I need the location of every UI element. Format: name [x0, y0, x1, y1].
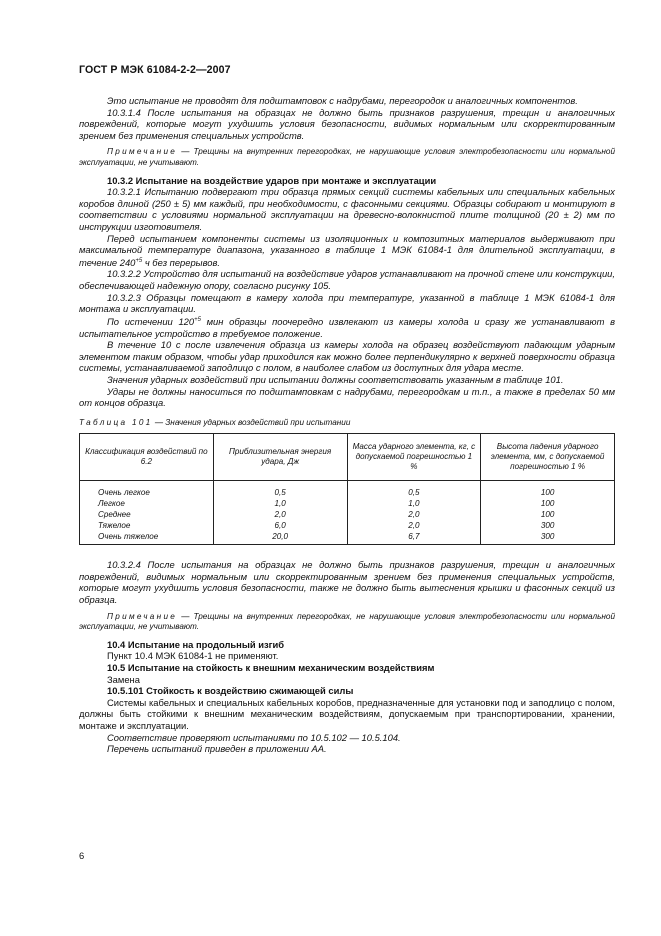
table-cell: 2,0 [347, 509, 481, 520]
table-cell: 0,5 [213, 481, 347, 499]
table-cell: 6,7 [347, 531, 481, 545]
section-heading-10-4: 10.4 Испытание на продольный изгиб [107, 638, 285, 650]
table-row [80, 520, 615, 531]
table-row [80, 481, 615, 499]
table-row [80, 509, 615, 520]
table-caption-label: Таблица 101 [79, 417, 153, 427]
note [79, 612, 615, 633]
table-cell: 2,0 [213, 509, 347, 520]
superscript: +5 [194, 316, 201, 323]
paragraph: Пункт 10.4 МЭК 61084-1 не применяют. [107, 650, 279, 662]
page-number: 6 [79, 850, 85, 861]
paragraph-10-3-2-4: 10.3.2.4 После испытания на образцах не должно быть признаков разрушения, трещин и аналогичных повреждений, видимых нормальным или скорректированным зрением без применения специальных устройств, которые могут ухудшить условия безопасности, также не должно быть вытеснения крышки и фасонных секций из образца. [79, 559, 615, 606]
table-cell: 300 [481, 520, 615, 531]
table-cell: 100 [481, 509, 615, 520]
paragraph [79, 233, 615, 269]
document-body [79, 95, 615, 755]
table-cell: Очень легкое [80, 481, 214, 499]
section-heading-10-3-2: 10.3.2 Испытание на воздействие ударов при монтаже и эксплуатации [107, 174, 437, 186]
paragraph: Замена [107, 673, 140, 685]
text: Перед испытанием компоненты системы из изоляционных и композитных материалов выдерживают при максимальной температуре диапазона, указанного в таблице 1 МЭК 61084-1 для длительной эксплуатации, в течение 240 [79, 232, 615, 268]
table-cell: Очень тяжелое [80, 531, 214, 545]
table-caption-text: — Значения ударных воздействий при испытании [152, 417, 351, 427]
text: По истечении 120 [107, 315, 195, 327]
note-label: Примечание [107, 611, 178, 621]
table-cell: 300 [481, 531, 615, 545]
table-cell: 20,0 [213, 531, 347, 545]
section-heading-10-5: 10.5 Испытание на стойкость к внешним механическим воздействиям [107, 662, 435, 674]
paragraph: Значения ударных воздействий при испытании должны соответствовать указанным в таблице 101. [107, 373, 564, 385]
table-caption [79, 417, 615, 429]
impact-values-table [79, 433, 615, 545]
section-heading-10-5-101: 10.5.101 Стойкость к воздействию сжимающей силы [107, 685, 354, 697]
superscript: +5 [135, 257, 143, 264]
paragraph: В течение 10 с после извлечения образца из камеры холода на образец воздействуют падающим ударным элементом таким образом, чтобы удар приходился как можно более перпендикулярно к верхней поверхности образца системы, устанавливаемой заподлицо с полом, в наиболее слабом из доступных для удара месте. [79, 339, 615, 374]
note-text: — Трещины на внутренних перегородках, не нарушающие условия электробезопасности или нормальной эксплуатации, не учитывают. [79, 147, 615, 167]
table-cell: Тяжелое [80, 520, 214, 531]
document-header: ГОСТ Р МЭК 61084-2-2—2007 [79, 64, 231, 76]
paragraph: Удары не должны наноситься по подштамповкам с надрубами, перегородкам и т.п., а также в пределах 50 мм от концов образца. [79, 385, 615, 409]
paragraph: Системы кабельных и специальных кабельных коробов, предназначенные для установки под и заподлицо с полом, должны быть стойкими к внешним механическим воздействиям, допускаемым при транспортировании, хранении, монтаже и эксплуатации. [79, 696, 615, 731]
paragraph: Перечень испытаний приведен в приложении АА. [107, 743, 327, 755]
table-header-cell: Приблизительная энергия удара, Дж [213, 434, 347, 481]
note-text: — Трещины на внутренних перегородках, не нарушающие условия электробезопасности или нормальной эксплуатации, не учитывают. [79, 611, 615, 632]
table-header-cell: Высота падения ударного элемента, мм, с допускаемой погрешностью 1 % [481, 434, 615, 481]
paragraph: Соответствие проверяют испытаниями по 10.5.102 — 10.5.104. [107, 731, 401, 743]
table-header-row [80, 434, 615, 481]
table-cell: 100 [481, 498, 615, 509]
paragraph-10-3-2-2: 10.3.2.2 Устройство для испытаний на воздействие ударов устанавливают на прочной стене или конструкции, обеспечивающей надежную опору, согласно рисунку 105. [79, 268, 615, 292]
text: ч без перерывов. [142, 256, 220, 268]
paragraph-10-3-2-3: 10.3.2.3 Образцы помещают в камеру холода при температуре, указанной в таблице 1 МЭК 61084-1 для монтажа и эксплуатации. [79, 291, 615, 315]
table-header-cell: Классификация воздействий по 6.2 [80, 434, 214, 481]
table-cell: 0,5 [347, 481, 481, 499]
paragraph [79, 315, 615, 339]
paragraph: Это испытание не проводят для подштамповок с надрубами, перегородок и аналогичных компонентов. [107, 95, 578, 106]
table-cell: 100 [481, 481, 615, 499]
table-cell: 1,0 [347, 498, 481, 509]
paragraph-10-3-1-4: 10.3.1.4 После испытания на образцах не должно быть признаков разрушения, трещин и аналогичных повреждений, которые могут ухудшить условия безопасности, видимых нормальным или скорректированным зрением без применения специальных устройств. [79, 106, 615, 141]
table-row [80, 531, 615, 545]
table-cell: 2,0 [347, 520, 481, 531]
table-cell: 6,0 [213, 520, 347, 531]
note [79, 147, 615, 168]
table-row [80, 498, 615, 509]
table-cell: Легкое [80, 498, 214, 509]
text: мин образцы поочередно извлекают из камеры холода и сразу же устанавливают в испытательное устройство в требуемое положение. [79, 315, 615, 339]
note-label: Примечание [107, 147, 178, 157]
table-header-cell: Масса ударного элемента, кг, с допускаемой погрешностью 1 % [347, 434, 481, 481]
table-cell: 1,0 [213, 498, 347, 509]
paragraph-10-3-2-1: 10.3.2.1 Испытанию подвергают три образца прямых секций системы кабельных или специальных кабельных коробов длиной (250 ± 5) мм каждый, при необходимости, с фасонными секциями. Образцы собирают и монтируют в соответствии с условиями нормальной эксплуатации на древесно-волокнистой плите толщиной (20 ± 2) мм по инструкции изготовителя. [79, 186, 615, 232]
table-cell: Среднее [80, 509, 214, 520]
